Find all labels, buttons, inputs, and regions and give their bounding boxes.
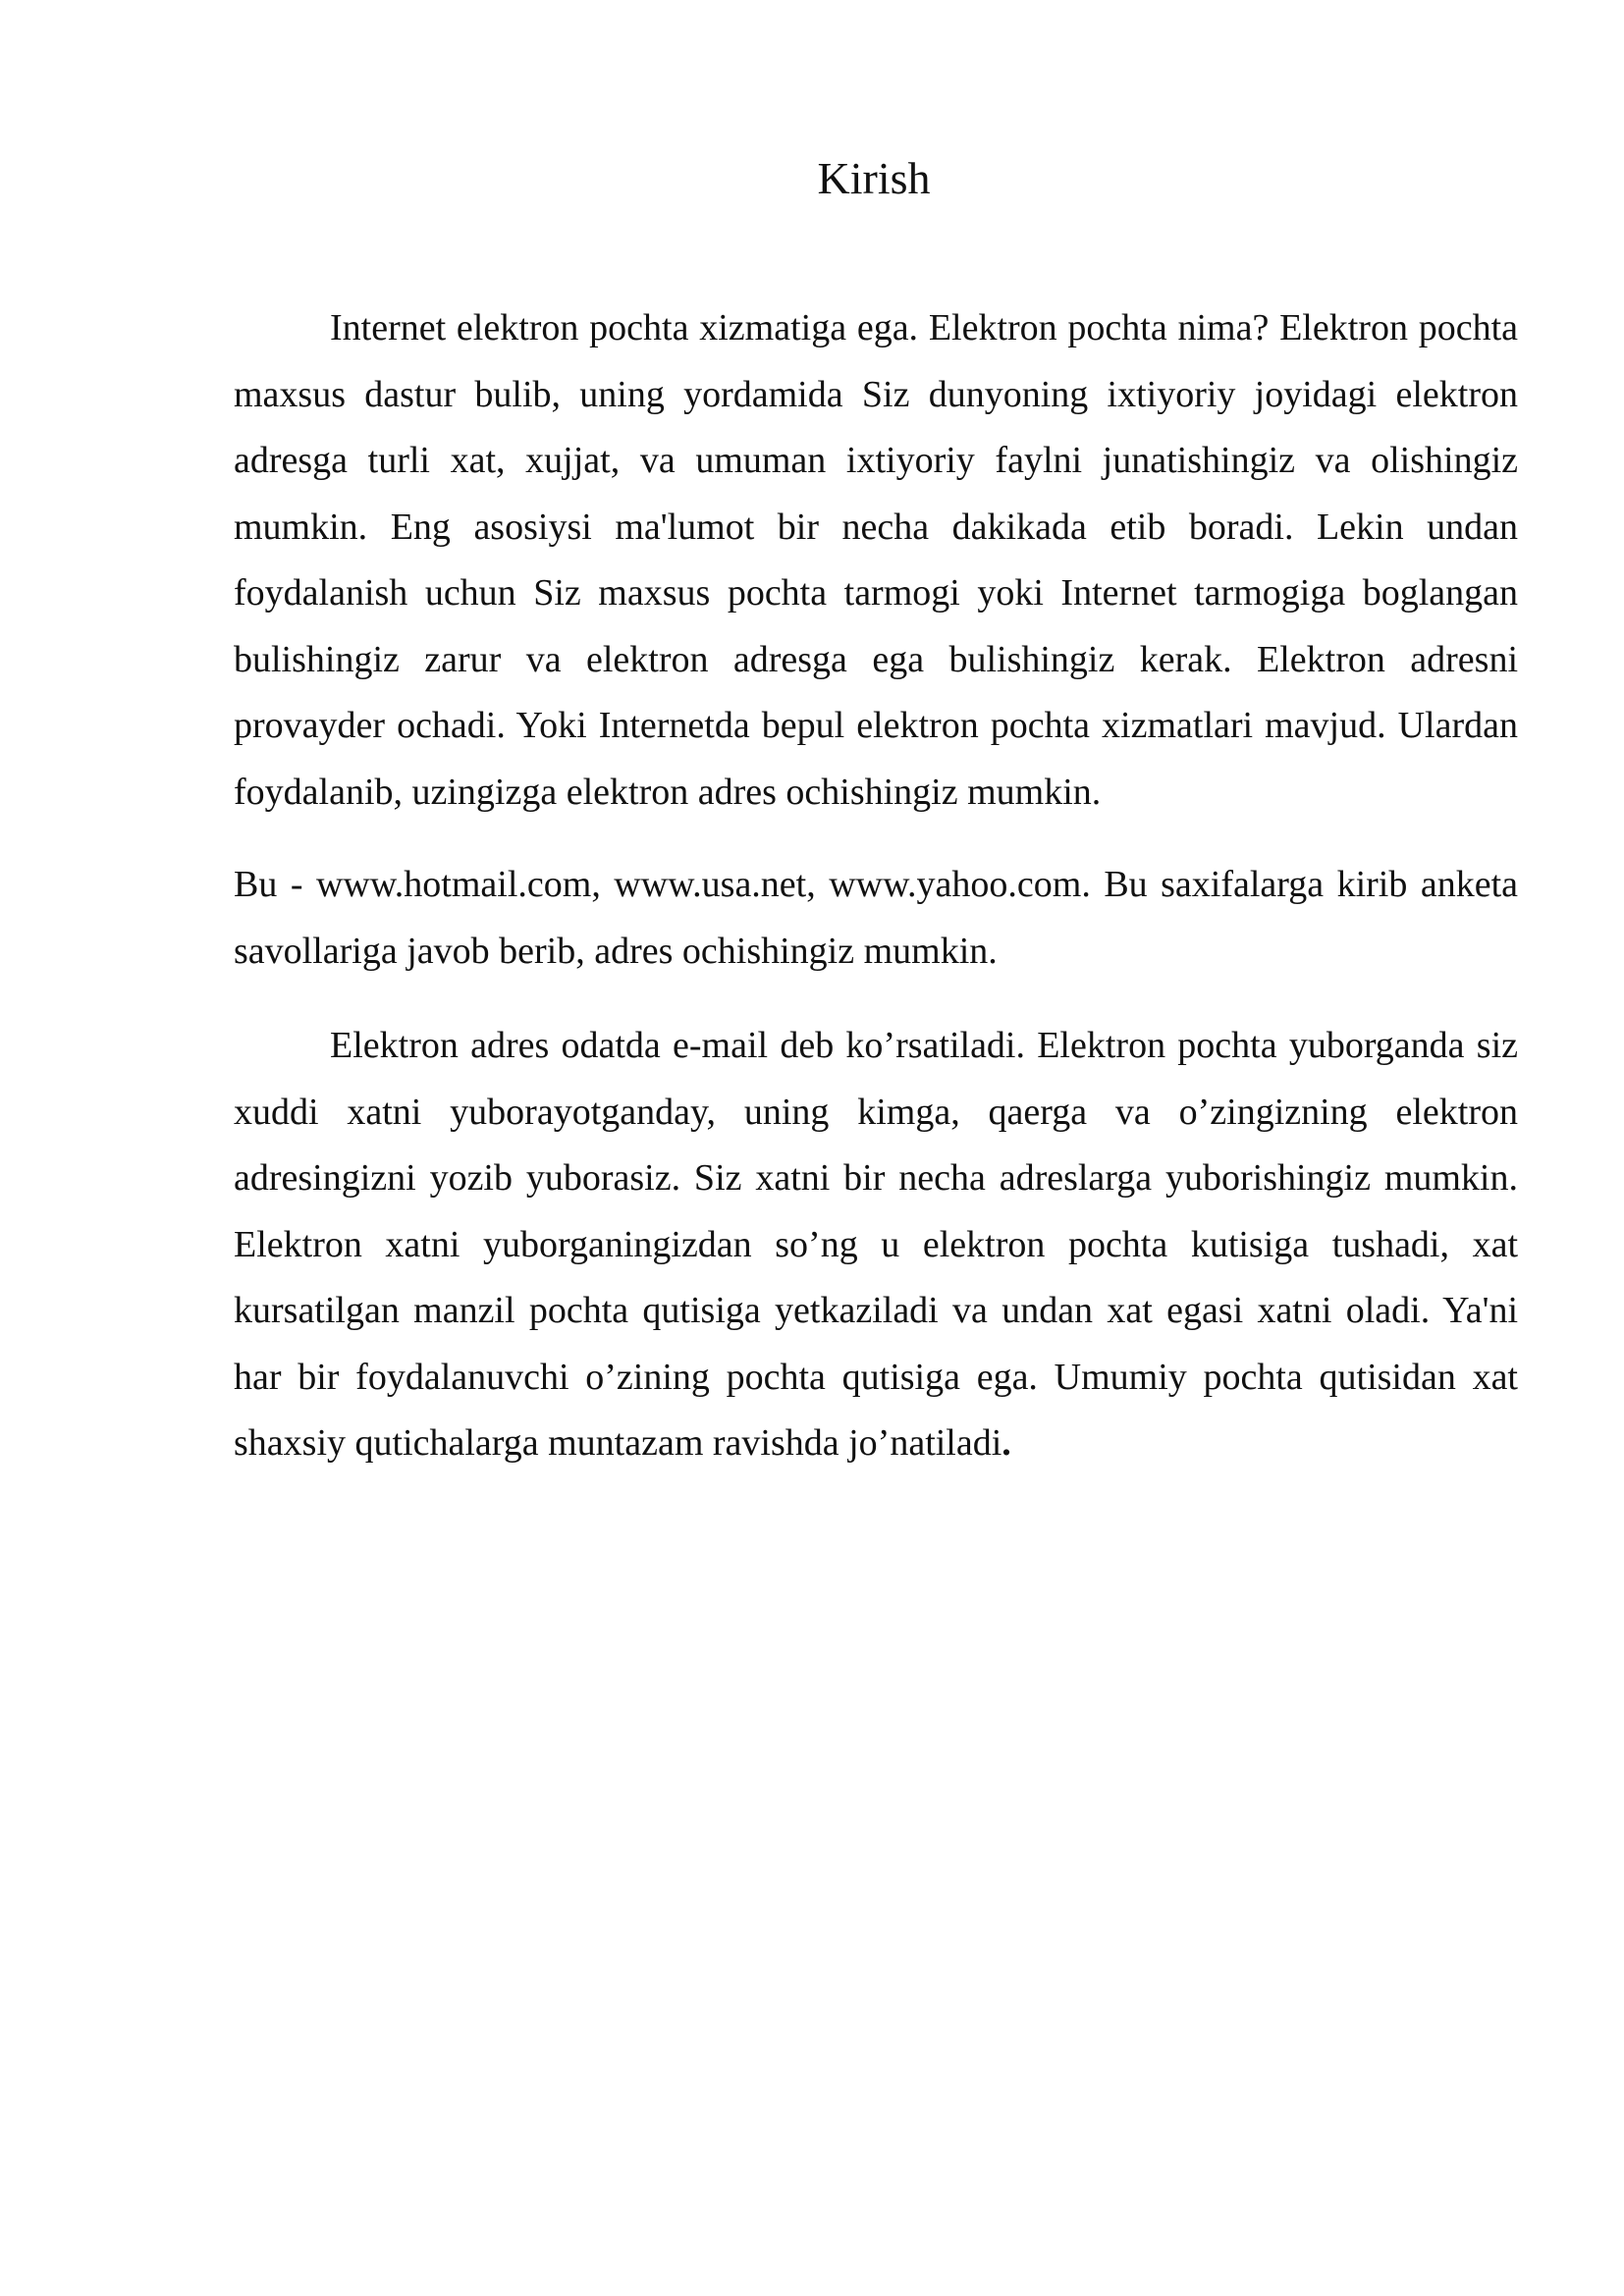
final-period: . xyxy=(1001,1422,1011,1464)
page-title: Kirish xyxy=(817,153,931,203)
paragraph-email-address xyxy=(234,1013,1518,1477)
paragraph-email-address-text: Elektron adres odatda e-mail deb ko’rsatiladi. Elektron pochta yuborganda siz xuddi xatni yuborayotganday, uning kimga, qaerga va o’zingizning elektron adresingizni yozib yuborasiz. Siz xatni bir necha adreslarga yuborishingiz mumkin. Elektron xatni yuborganingizdan so’ng u elektron pochta kutisiga tushadi, xat kursatilgan manzil pochta qutisiga yetkaziladi va undan xat egasi xatni oladi. Ya'ni har bir foydalanuvchi o’zining pochta qutisiga ega. Umumiy pochta qutisidan xat shaxsiy qutichalarga muntazam ravishda jo’natiladi xyxy=(234,1025,1518,1464)
paragraph-intro: Internet elektron pochta xizmatiga ega. Elektron pochta nima? Elektron pochta maxsus dastur bulib, uning yordamida Siz dunyoning ixtiyoriy joyidagi elektron adresga turli xat, xujjat, va umuman ixtiyoriy faylni junatishingiz va olishingiz mumkin. Eng asosiysi ma'lumot bir necha dakikada etib boradi. Lekin undan foydalanish uchun Siz maxsus pochta tarmogi yoki Internet tarmogiga boglangan bulishingiz zarur va elektron adresga ega bulishingiz kerak. Elektron adresni provayder ochadi. Yoki Internetda bepul elektron pochta xizmatlari mavjud. Ulardan foydalanib, uzingizga elektron adres ochishingiz mumkin. xyxy=(234,307,1518,813)
paragraph-websites: Bu - www.hotmail.com, www.usa.net, www.yahoo.com. Bu saxifalarga kirib anketa savollariga javob berib, adres ochishingiz mumkin. xyxy=(234,864,1518,972)
